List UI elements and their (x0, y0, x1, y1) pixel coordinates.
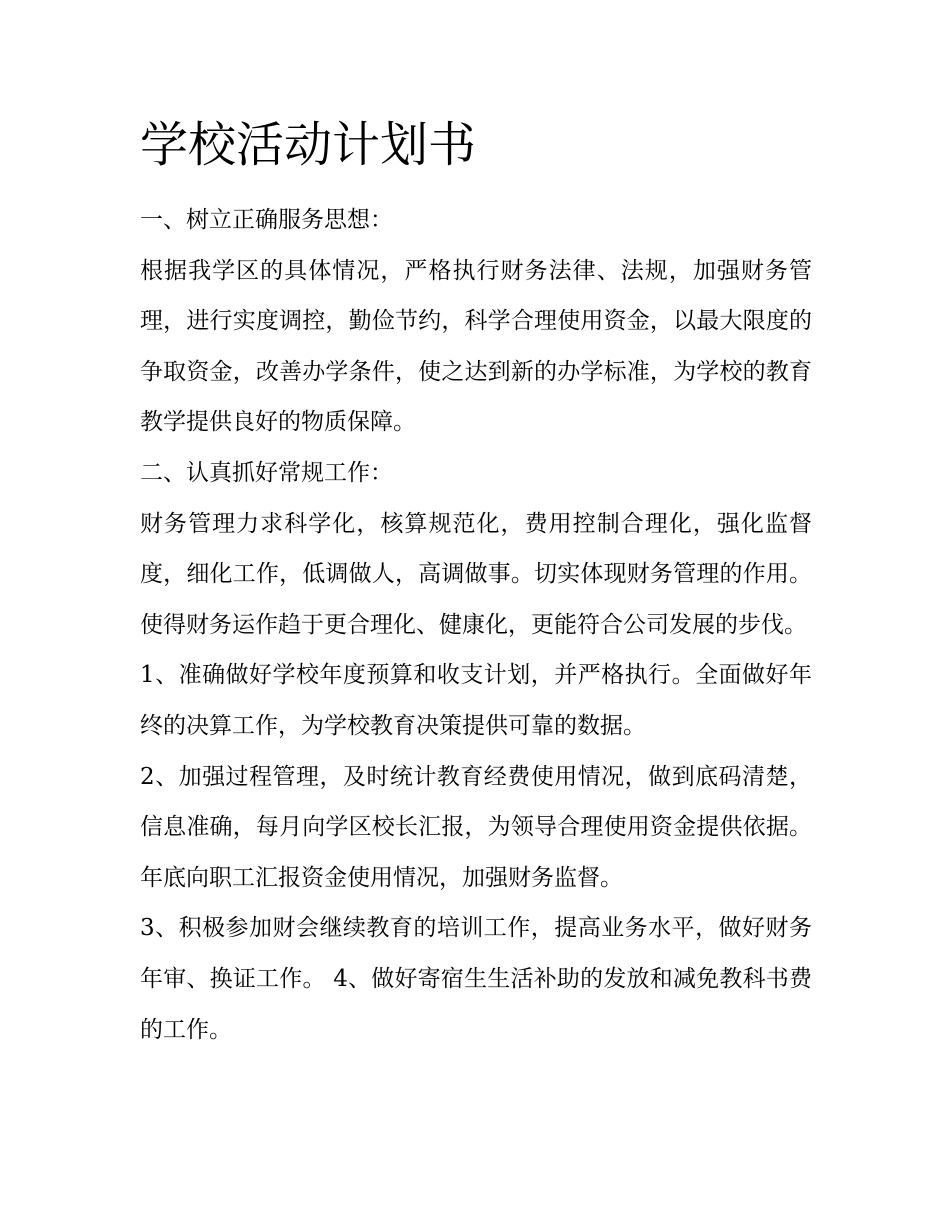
document-title: 学校活动计划书 (140, 117, 477, 173)
paragraph-2: 财务管理力求科学化，核算规范化，费用控制合理化，强化监督度，细化工作，低调做人，高调做事。切实体现财务管理的作用。使得财务运作趋于更合理化、健康化，更能符合公司发展的步伐。 (140, 510, 812, 638)
list-item-2: 2、加强过程管理，及时统计教育经费使用情况，做到底码清楚，信息准确，每月向学区校长汇报，为领导合理使用资金提供依据。年底向职工汇报资金使用情况，加强财务监督。 (140, 763, 812, 891)
list-item-3: 3、积极参加财会继续教育的培训工作，提高业务水平，做好财务年审、换证工作。 4、做好寄宿生生活补助的发放和减免教科书费的工作。 (140, 915, 812, 1043)
paragraph-1: 根据我学区的具体情况，严格执行财务法律、法规，加强财务管理，进行实度调控，勤俭节约，科学合理使用资金，以最大限度的争取资金，改善办学条件，使之达到新的办学标准，为学校的教育教学提供良好的物质保障。 (140, 257, 812, 436)
list-item-1: 1、准确做好学校年度预算和收支计划，并严格执行。全面做好年终的决算工作，为学校教育决策提供可靠的数据。 (140, 662, 812, 739)
section-heading-1: 一、树立正确服务思想： (140, 207, 393, 233)
section-heading-2: 二、认真抓好常规工作： (140, 459, 393, 486)
document-body (140, 195, 812, 1055)
